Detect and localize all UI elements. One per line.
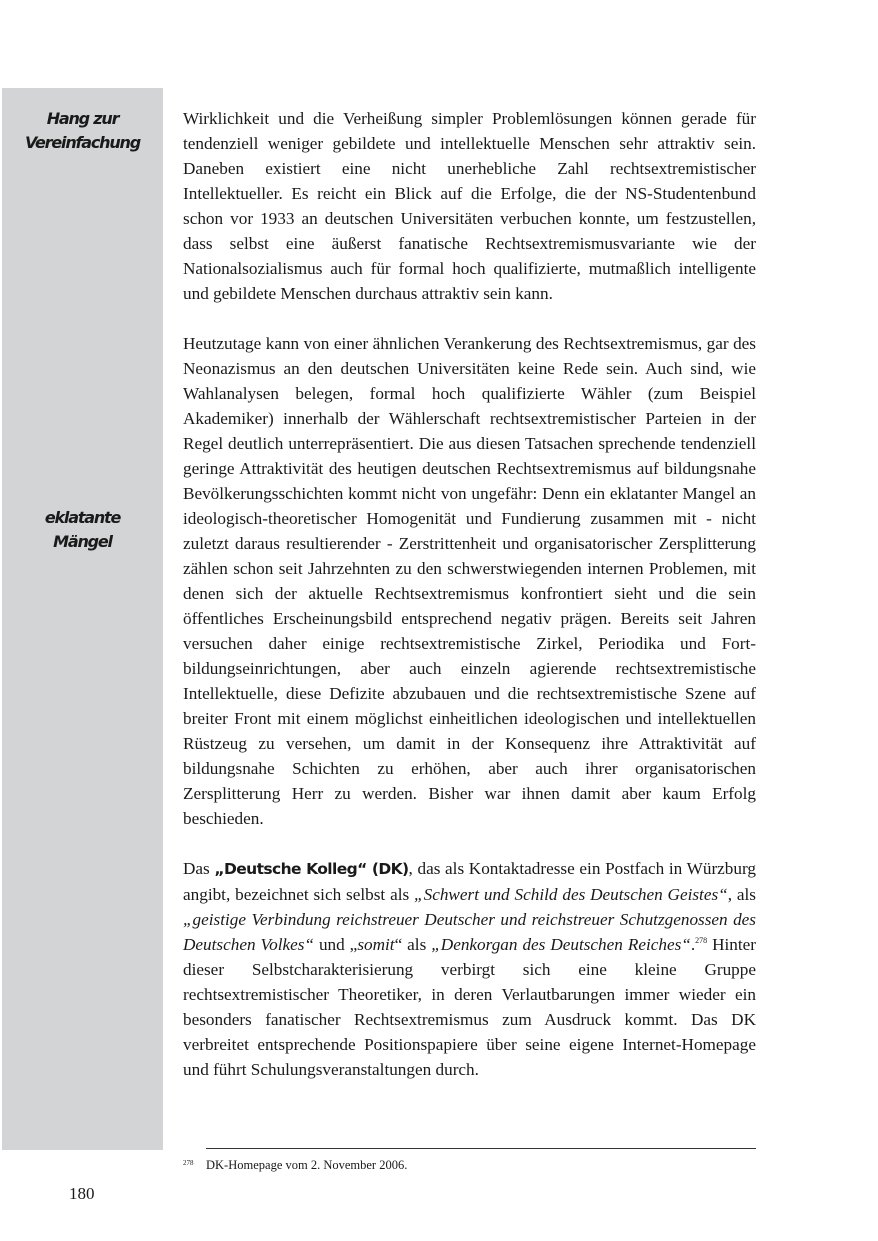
text-span: , als [727, 885, 756, 904]
quote: „geistige Verbindung reichstreuer Deutscher und reichstreuer Schutzgenossen des Deutschen Volkes“ [183, 910, 756, 954]
paragraph: Wirklichkeit und die Verheißung simpler Problemlösungen können gerade für tendenziell weniger gebildete und intellektuelle Menschen sehr attraktiv sein. Daneben existiert eine nicht unerhebliche Zahl rechtsextremistischer Intellektueller. Es reicht ein Blick auf die Erfolge, die der NS-Studentenbund schon vor 1933 an deutschen Universitäten verbuchen konnte, um festzustellen, dass selbst eine äußerst fanatische Rechtsextremismusvariante wie der Nationalsozialismus auch für formal hoch qualifizierte, mutmaßlich intelligente und gebildete Menschen durchaus attraktiv sein kann. [183, 109, 756, 303]
margin-note-line: Mängel [53, 532, 112, 551]
footnote-reference[interactable]: 278 [695, 936, 708, 945]
footnote-number: 278 [183, 1159, 194, 1167]
text-span: . [690, 935, 696, 954]
footnote-text: DK-Homepage vom 2. November 2006. [206, 1158, 408, 1172]
margin-note-line: Vereinfachung [25, 133, 140, 152]
margin-sidebar [2, 88, 163, 1150]
margin-note-line: Hang zur [46, 109, 119, 128]
margin-note-line: eklatante [44, 508, 121, 527]
paragraph [183, 856, 756, 1082]
footnote-divider [206, 1148, 756, 1149]
text-span: Hinter dieser Selbstcharakterisierung verbirgt sich eine kleine Gruppe rechtsextremistischer Theoretiker, in deren Verlautbarungen immer wieder ein besonders fanatischer Rechtsextremismus zum Ausdruck kommt. Das DK verbreitet entsprechende Positionspapiere über seine eigene Internet-Homepage und führt Schulungsveranstaltungen durch. [183, 935, 756, 1079]
text-span: und „ [313, 935, 358, 954]
quote: „Schwert und Schild des Deutschen Geistes“ [414, 885, 728, 904]
text-span: Das [183, 859, 215, 878]
text-span: “ als [394, 935, 432, 954]
page-number: 180 [69, 1184, 95, 1203]
organization-name: „Deutsche Kolleg“ (DK) [214, 860, 409, 878]
footnote [183, 1155, 407, 1173]
text-span: , das als Kontaktadresse ein Postfach in Würzburg angibt, bezeichnet sich selbst als [183, 859, 756, 904]
margin-note-deficiencies [2, 506, 163, 554]
body-text [183, 106, 756, 1107]
paragraph: Heutzutage kann von einer ähnlichen Verankerung des Rechtsextremismus, gar des Neonazismus an den deutschen Universitäten keine Rede sein. Auch sind, wie Wahlanalysen belegen, formal hoch qualifizierte Wähler (zum Beispiel Akademiker) innerhalb der Wählerschaft rechtsextremistischer Parteien in der Regel deutlich unterrepräsentiert. Die aus diesen Tatsachen sprechende tendenziell geringe Attraktivität des heutigen deutschen Rechtsextremismus auf bildungsnahe Bevölkerungsschichten kommt nicht von ungefähr: Denn ein eklatanter Mangel an ideologisch-theoretischer Homogenität und Fundierung zusammen mit - nicht zuletzt daraus resultierender - Zerstrittenheit und organisatorischer Zersplitterung zählen schon seit Jahrzehnten zu den schwerstwiegenden internen Problemen, mit denen sich der aktuelle Rechtsextremismus konfrontiert sieht und die sein öffentliches Erscheinungsbild entsprechend negativ prägen. Bereits seit Jahren versuchen daher einige rechtsextremistische Zirkel, Periodika und Fortbildungseinrichtungen, aber auch einzeln agierende rechtsextremistische Intellektuelle, diese Defizite abzubauen und die rechtsextremistische Szene auf breiter Front mit einem möglichst einheitlichen ideologischen und intellektuellen Rüstzeug zu versehen, um damit in der Konsequenz ihre Attraktivität auf bildungsnahe Schichten zu erhöhen, aber auch ihrer organisatorischen Zersplitterung Herr zu werden. Bisher war ihnen damit aber kaum Erfolg beschieden. [183, 334, 756, 828]
quote: somit [357, 935, 395, 954]
quote: „Denkorgan des Deutschen Reiches“ [431, 935, 691, 954]
margin-note-simplification [2, 107, 163, 155]
